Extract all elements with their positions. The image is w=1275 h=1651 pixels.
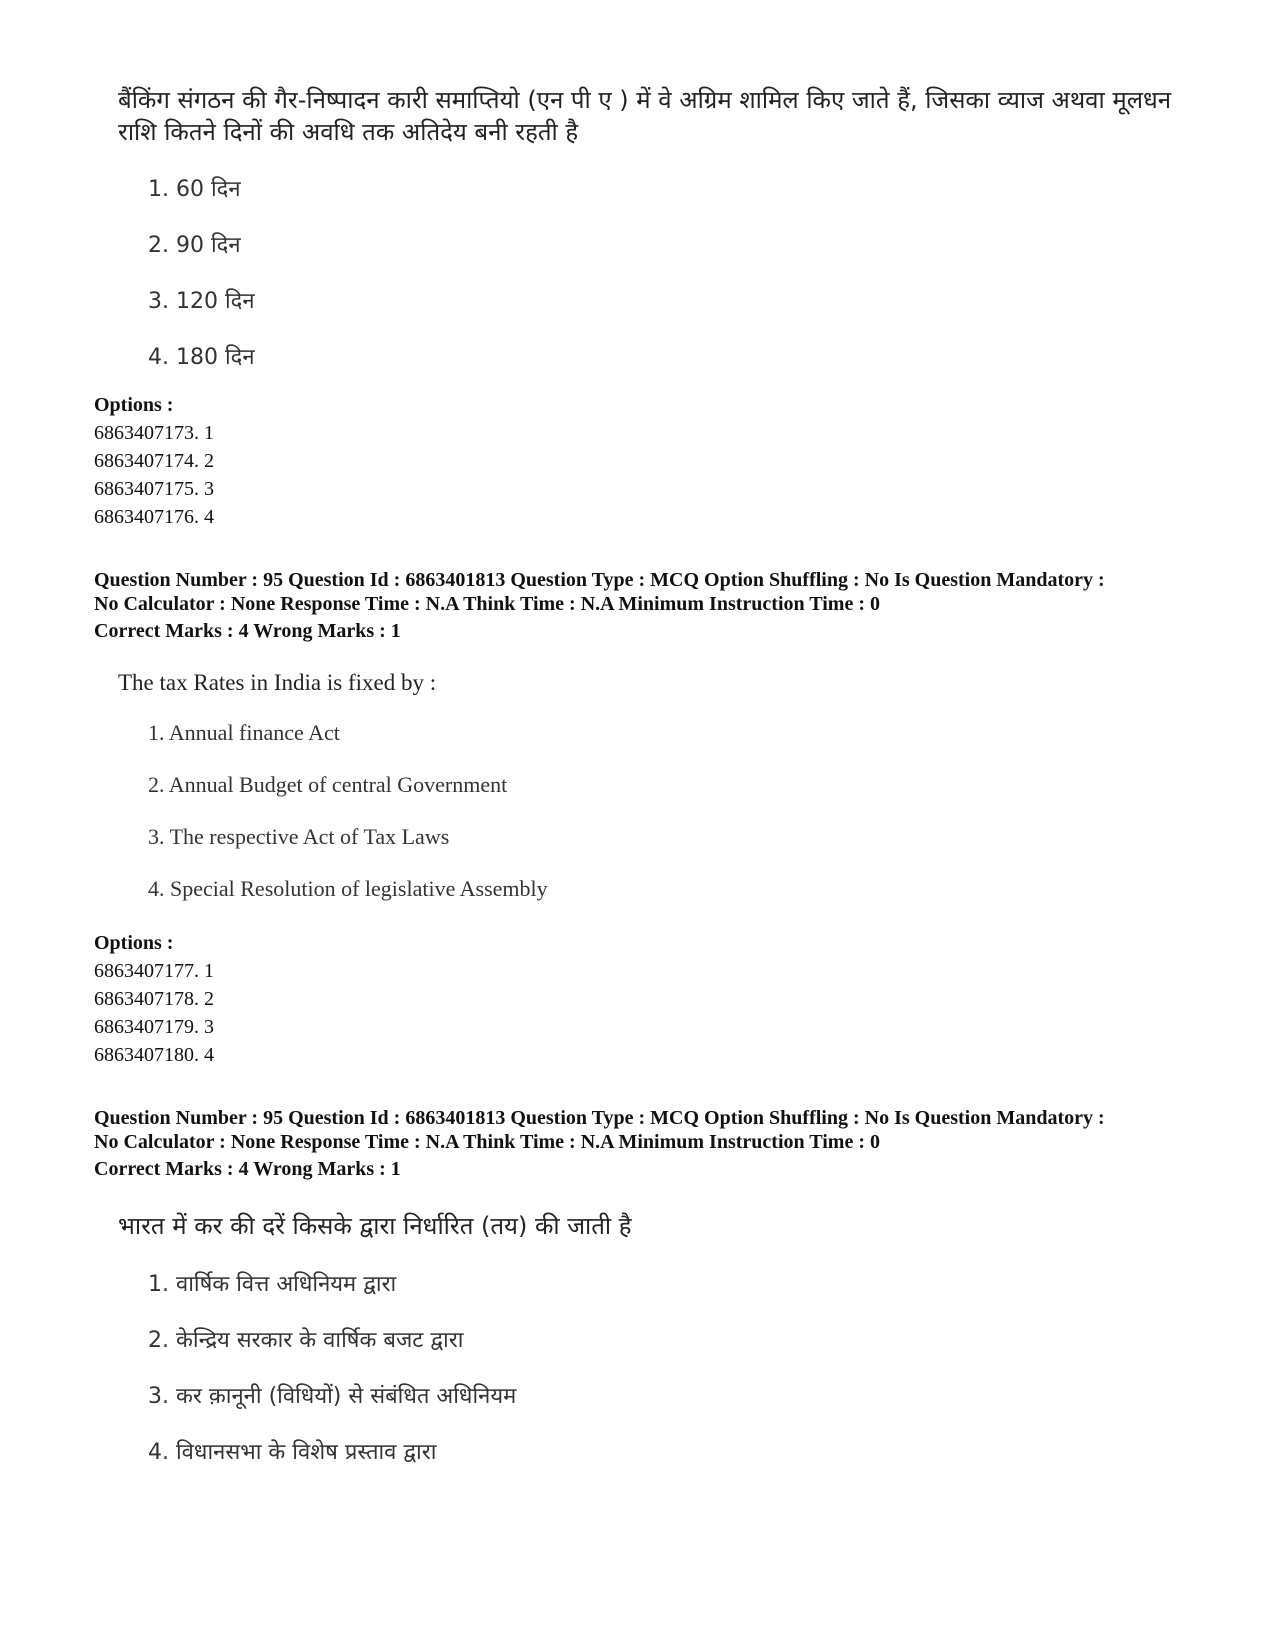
question-meta: Question Number : 95 Question Id : 6863401813 Question Type : MCQ Option Shuffling : No Is Question Mandatory : xyxy=(94,1107,1105,1129)
answer-choice: 1. 60 दिन xyxy=(148,177,241,202)
answer-choice: 2. Annual Budget of central Government xyxy=(148,772,508,797)
question-text: बैंकिंग संगठन की गैर-निष्पादन कारी समाप्तियो (एन पी ए ) में वे अग्रिम शामिल किए जाते हैं, जिसका व्याज अथवा मूलधन राशि कितने दिनों की अवधि तक अतिदेय बनी रहती है xyxy=(118,86,1172,146)
answer-choice: 4. विधानसभा के विशेष प्रस्ताव द्वारा xyxy=(148,1440,437,1465)
option-id: 6863407173. 1 xyxy=(94,422,214,444)
option-id: 6863407174. 2 xyxy=(94,450,214,472)
question-text: The tax Rates in India is fixed by : xyxy=(118,670,437,695)
option-id: 6863407180. 4 xyxy=(94,1044,214,1066)
answer-choice: 4. 180 दिन xyxy=(148,345,255,370)
option-id: 6863407177. 1 xyxy=(94,960,214,982)
answer-choice: 1. Annual finance Act xyxy=(148,720,340,745)
answer-choice: 3. कर क़ानूनी (विधियों) से संबंधित अधिनियम xyxy=(148,1384,517,1409)
question-marks: Correct Marks : 4 Wrong Marks : 1 xyxy=(94,620,401,642)
question-meta: No Calculator : None Response Time : N.A Think Time : N.A Minimum Instruction Time : 0 xyxy=(94,593,880,615)
question-text: भारत में कर की दरें किसके द्वारा निर्धारित (तय) की जाती है xyxy=(118,1212,632,1240)
question-marks: Correct Marks : 4 Wrong Marks : 1 xyxy=(94,1158,401,1180)
answer-choice: 4. Special Resolution of legislative Assembly xyxy=(148,876,548,901)
options-label: Options : xyxy=(94,932,174,954)
answer-choice: 3. The respective Act of Tax Laws xyxy=(148,824,450,849)
option-id: 6863407179. 3 xyxy=(94,1016,214,1038)
question-meta: No Calculator : None Response Time : N.A Think Time : N.A Minimum Instruction Time : 0 xyxy=(94,1131,880,1153)
option-id: 6863407176. 4 xyxy=(94,506,214,528)
answer-choice: 3. 120 दिन xyxy=(148,289,255,314)
option-id: 6863407175. 3 xyxy=(94,478,214,500)
answer-choice: 1. वार्षिक वित्त अधिनियम द्वारा xyxy=(148,1272,397,1297)
question-meta: Question Number : 95 Question Id : 6863401813 Question Type : MCQ Option Shuffling : No Is Question Mandatory : xyxy=(94,569,1105,591)
answer-choice: 2. केन्द्रिय सरकार के वार्षिक बजट द्वारा xyxy=(148,1328,464,1353)
option-id: 6863407178. 2 xyxy=(94,988,214,1010)
options-label: Options : xyxy=(94,394,174,416)
answer-choice: 2. 90 दिन xyxy=(148,233,241,258)
